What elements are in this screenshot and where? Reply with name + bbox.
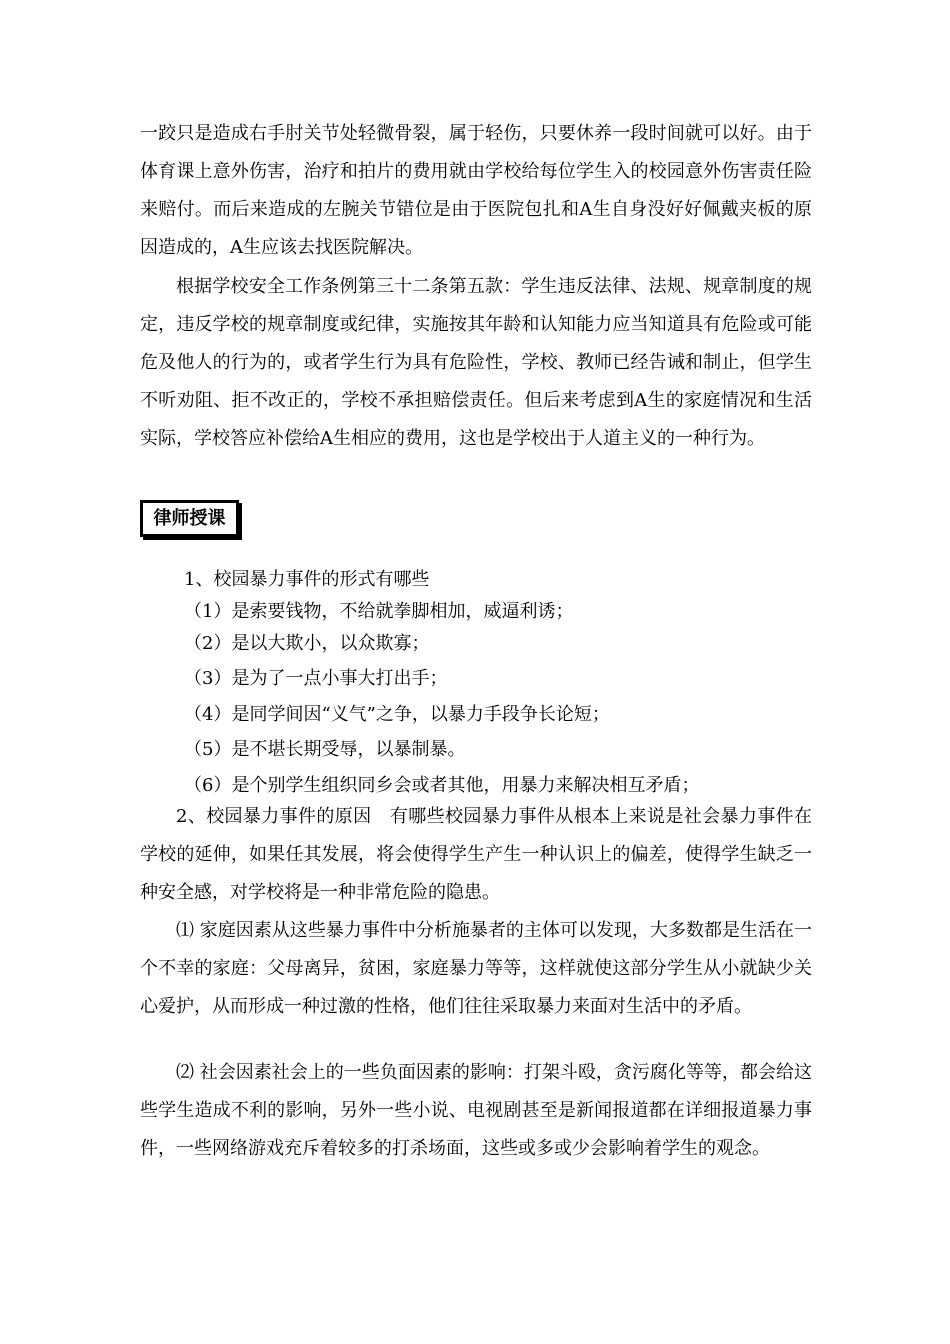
paragraph-family-factors: ⑴ 家庭因素从这些暴力事件中分析施暴者的主体可以发现，大多数都是生活在一个不幸的家庭：父母离异，贫困，家庭暴力等等，这样就使这部分学生从小就缺少关心爱护，从而形成一种过激的性格，他们往往采取暴力来面对生活中的矛盾。 bbox=[140, 920, 812, 1017]
paragraph-violence-causes: 2、校园暴力事件的原因 有哪些校园暴力事件从根本上来说是社会暴力事件在学校的延伸，如果任其发展，将会使得学生产生一种认识上的偏差，使得学生缺乏一种安全感，对学校将是一种非常危险的隐患。 bbox=[140, 806, 812, 903]
list-item: （5）是不堪长期受辱，以暴制暴。 bbox=[184, 739, 466, 760]
paragraph-social-factors: ⑵ 社会因素社会上的一些负面因素的影响：打架斗殴，贪污腐化等等，都会给这些学生造成不利的影响，另外一些小说、电视剧甚至是新闻报道都在详细报道暴力事件，一些网络游戏充斥着较多的打杀场面，这些或多或少会影响着学生的观念。 bbox=[140, 1062, 812, 1159]
list-item: （4）是同学间因“义气”之争，以暴力手段争长论短； bbox=[184, 704, 610, 725]
list-item: （1）是索要钱物，不给就拳脚相加，威逼利诱； bbox=[184, 601, 574, 622]
section-title-lawyer-lecture: 律师授课 bbox=[140, 500, 239, 537]
list-item: （6）是个别学生组织同乡会或者其他，用暴力来解决相互矛盾； bbox=[184, 775, 700, 796]
list-item: （3）是为了一点小事大打出手； bbox=[184, 668, 448, 689]
paragraph-injury-liability: 一跤只是造成右手肘关节处轻微骨裂，属于轻伤，只要休养一段时间就可以好。由于体育课上意外伤害，治疗和拍片的费用就由学校给每位学生入的校园意外伤害责任险来赔付。而后来造成的左腕关节错位是由于医院包扎和A生自身没好好佩戴夹板的原因造成的，A生应该去找医院解决。 bbox=[140, 123, 812, 258]
paragraph-safety-regulation: 根据学校安全工作条例第三十二条第五款：学生违反法律、法规、规章制度的规定，违反学校的规章制度或纪律，实施按其年龄和认知能力应当知道具有危险或可能危及他人的行为的，或者学生行为具有危险性，学校、教师已经告诫和制止，但学生不听劝阻、拒不改正的，学校不承担赔偿责任。但后来考虑到A生的家庭情况和生活实际，学校答应补偿给A生相应的费用，这也是学校出于人道主义的一种行为。 bbox=[140, 276, 812, 449]
list-heading-violence-forms: 1、校园暴力事件的形式有哪些 bbox=[184, 569, 430, 590]
list-item: （2）是以大欺小，以众欺寡； bbox=[184, 633, 430, 654]
